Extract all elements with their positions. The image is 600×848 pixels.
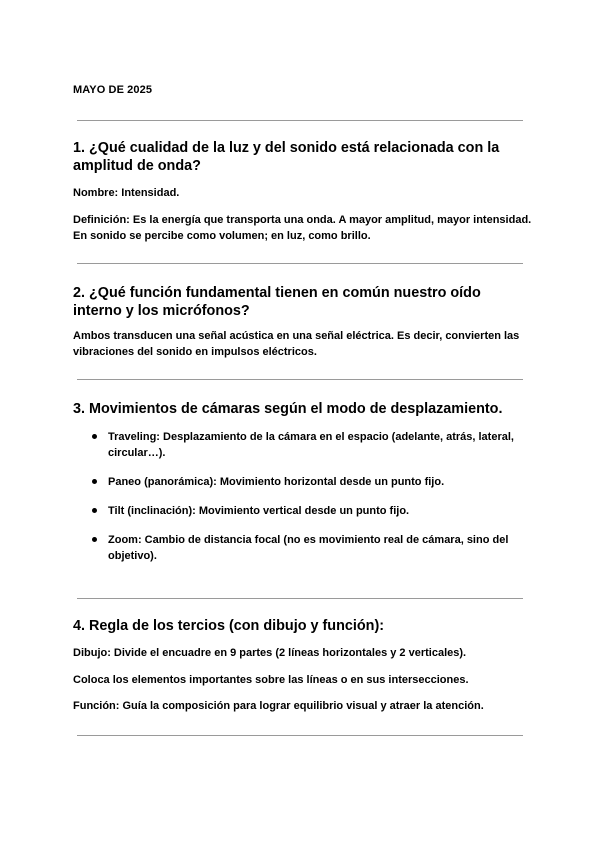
question-3-title: 3. Movimientos de cámaras según el modo de desplazamiento. <box>73 401 503 417</box>
bullet-icon <box>92 479 97 484</box>
bullet-icon <box>92 434 97 439</box>
list-item-text: Zoom: Cambio de distancia focal (no es movimiento real de cámara, sino del objetivo). <box>108 534 509 562</box>
question-2-title: 2. ¿Qué función fundamental tienen en común nuestro oído interno y los micrófonos? <box>73 285 481 319</box>
document-date: MAYO DE 2025 <box>73 84 153 96</box>
question-1-definition: Definición: Es la energía que transporta una onda. A mayor amplitud, mayor intensidad. En sonido se percibe como volumen; en luz, como brillo. <box>73 214 532 242</box>
divider <box>77 120 523 121</box>
list-item-text: Tilt (inclinación): Movimiento vertical desde un punto fijo. <box>108 505 410 517</box>
list-item <box>73 503 533 519</box>
divider <box>77 379 523 380</box>
question-2-answer: Ambos transducen una señal acústica en una señal eléctrica. Es decir, convierten las vibraciones del sonido en impulsos eléctricos. <box>73 330 520 358</box>
question-1-title: 1. ¿Qué cualidad de la luz y del sonido está relacionada con la amplitud de onda? <box>73 140 500 174</box>
camera-movements-list <box>73 429 533 577</box>
list-item-text: Paneo (panorámica): Movimiento horizontal desde un punto fijo. <box>108 476 445 488</box>
question-4-placement: Coloca los elementos importantes sobre las líneas o en sus intersecciones. <box>73 674 469 686</box>
bullet-icon <box>92 537 97 542</box>
list-item <box>73 532 533 564</box>
list-item-text: Traveling: Desplazamiento de la cámara en el espacio (adelante, atrás, lateral, circular…). <box>108 431 514 459</box>
bullet-icon <box>92 508 97 513</box>
question-4-function: Función: Guía la composición para lograr equilibrio visual y atraer la atención. <box>73 700 484 712</box>
divider <box>77 735 523 736</box>
question-4-drawing: Dibujo: Divide el encuadre en 9 partes (2 líneas horizontales y 2 verticales). <box>73 647 467 659</box>
list-item <box>73 429 533 461</box>
question-4-title: 4. Regla de los tercios (con dibujo y función): <box>73 618 385 634</box>
divider <box>77 598 523 599</box>
list-item <box>73 474 533 490</box>
question-1-name: Nombre: Intensidad. <box>73 187 180 199</box>
divider <box>77 263 523 264</box>
